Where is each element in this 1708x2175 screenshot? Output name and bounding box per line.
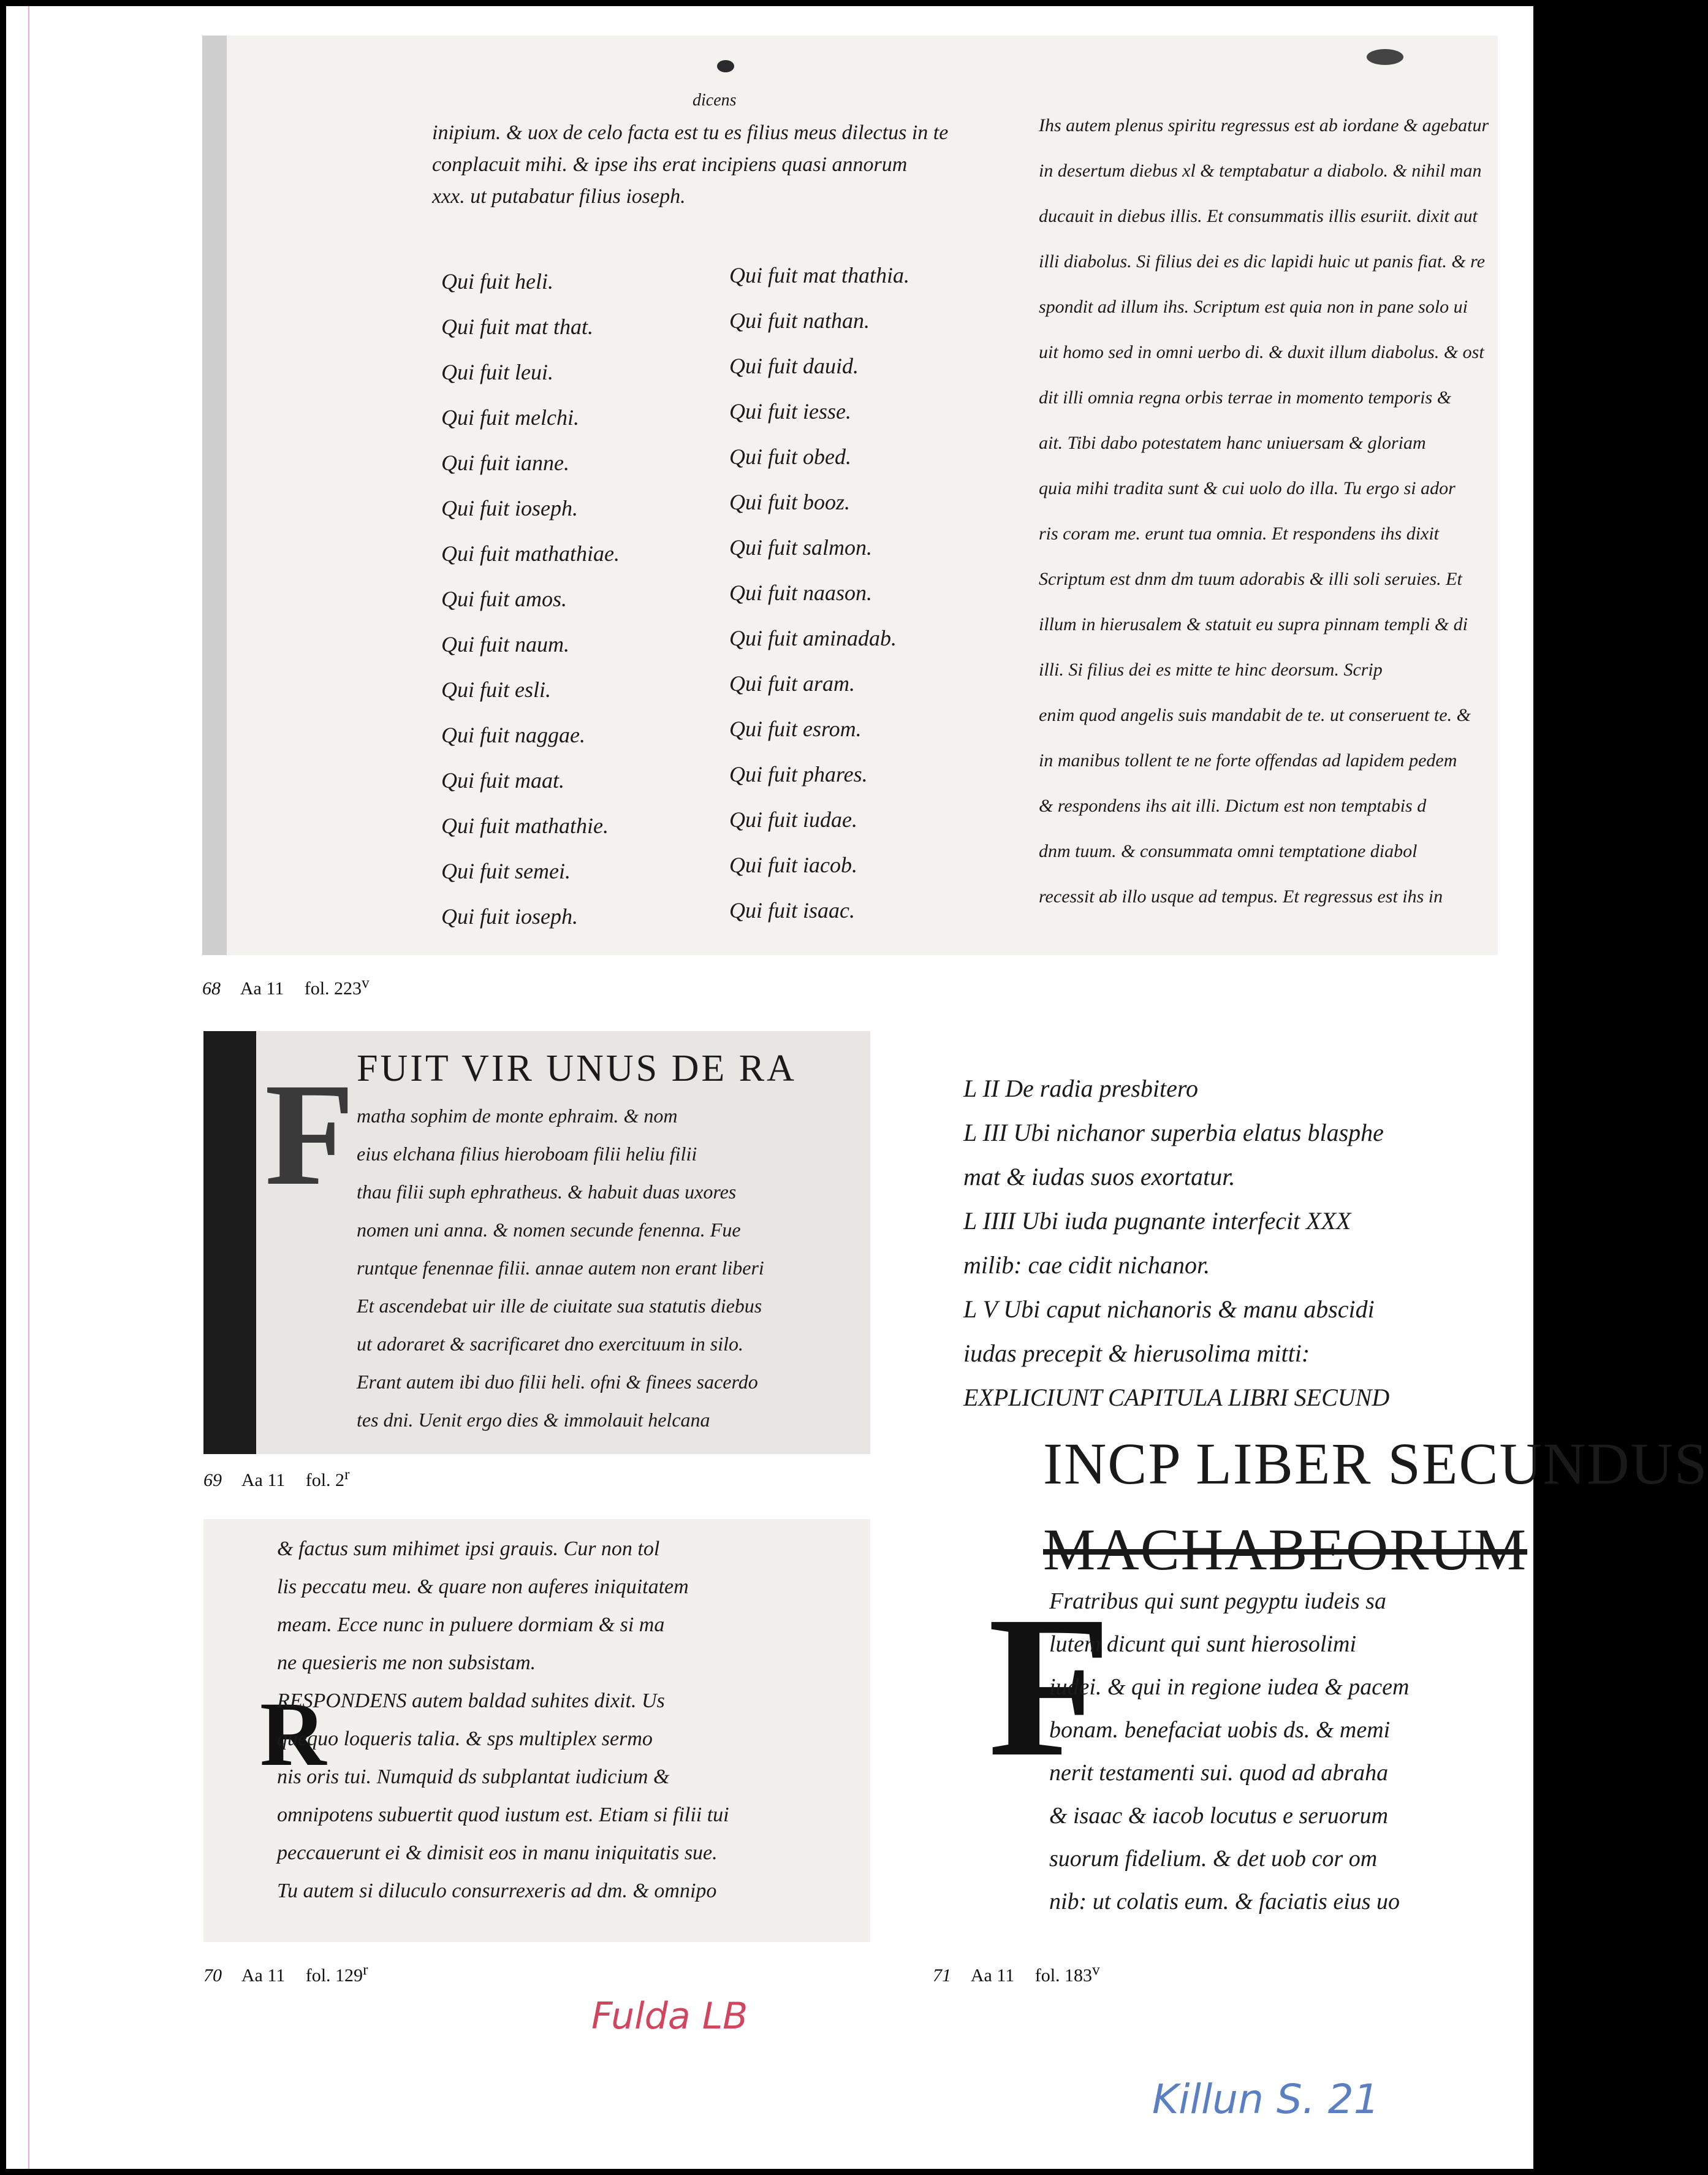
initial-R: R — [260, 1683, 327, 1785]
folio-side: r — [344, 1466, 350, 1483]
genealogy-line: Qui fuit aram. — [729, 671, 856, 696]
folio-side: v — [362, 975, 370, 991]
genealogy-line: Qui fuit mathathiae. — [441, 541, 620, 566]
genealogy-line: Qui fuit mat thathia. — [729, 263, 910, 288]
intro-line: conplacuit mihi. & ipse ihs erat incipiens quasi annorum — [432, 153, 908, 176]
plate-70 — [203, 1519, 870, 1942]
text-line: nis oris tui. Numquid ds subplantat iudicium & — [277, 1766, 670, 1788]
text-line: meam. Ecce nunc in puluere dormiam & si ma — [277, 1613, 665, 1636]
folio: fol. 223 — [304, 978, 362, 999]
plate-number: 70 — [203, 1965, 222, 1986]
body-line: suorum fidelium. & det uob cor om — [1049, 1846, 1378, 1872]
scanned-page — [6, 6, 1708, 2169]
genealogy-line: Qui fuit esli. — [441, 677, 551, 702]
text-line: enim quod angelis suis mandabit de te. ut conseruent te. & — [1039, 705, 1471, 725]
ink-blot — [717, 60, 734, 72]
text-line: illum in hierusalem & statuit eu supra pinnam templi & di — [1039, 614, 1468, 634]
body-line: nerit testamenti sui. quod ad abraha — [1049, 1760, 1389, 1786]
ink-blot — [1367, 49, 1403, 65]
initial-F: F — [988, 1575, 1112, 1799]
caption-68 — [202, 975, 370, 999]
text-line: ut adoraret & sacrificaret dno exercituum in silo. — [357, 1333, 744, 1355]
folio: fol. 183 — [1034, 1965, 1093, 1986]
genealogy-line: Qui fuit amos. — [441, 587, 567, 611]
text-line: matha sophim de monte ephraim. & nom — [357, 1105, 678, 1127]
chapter-line: L V Ubi caput nichanoris & manu abscidi — [963, 1295, 1375, 1323]
manuscript-id: Aa 11 — [241, 1470, 286, 1490]
caption-71 — [933, 1962, 1100, 1986]
genealogy-line: Qui fuit dauid. — [729, 354, 859, 378]
caption-69 — [203, 1466, 349, 1491]
text-line: quequo loqueris talia. & sps multiplex sermo — [277, 1727, 653, 1750]
text-line: illi diabolus. Si filius dei es dic lapidi huic ut panis fiat. & re — [1039, 251, 1486, 272]
text-line: & respondens ihs ait illi. Dictum est non temptabis d — [1039, 796, 1427, 816]
handwritten-note-blue: Killun S. 21 — [1152, 2076, 1380, 2123]
folio: fol. 2 — [305, 1470, 345, 1490]
manuscript-id: Aa 11 — [241, 1965, 286, 1986]
plate-number: 71 — [933, 1965, 951, 1986]
plate-69 — [203, 1031, 870, 1454]
text-line: recessit ab illo usque ad tempus. Et regressus est ihs in — [1039, 886, 1443, 907]
chapter-line: L III Ubi nichanor superbia elatus blasphe — [963, 1119, 1384, 1146]
genealogy-line: Qui fuit obed. — [729, 444, 851, 469]
heading: FUIT VIR UNUS DE RA — [357, 1048, 797, 1089]
initial-F: F — [265, 1053, 355, 1216]
plate-number: 68 — [202, 978, 221, 999]
text-line: in desertum diebus xl & temptabatur a diabolo. & nihil man — [1039, 161, 1482, 181]
text-line: Erant autem ibi duo filii heli. ofni & finees sacerdo — [357, 1371, 758, 1393]
chapter-line: mat & iudas suos exortatur. — [963, 1163, 1235, 1190]
genealogy-line: Qui fuit aminadab. — [729, 626, 897, 650]
genealogy-line: Qui fuit mat that. — [441, 314, 594, 339]
plate-68 — [202, 36, 1498, 955]
intro-line: xxx. ut putabatur filius ioseph. — [432, 185, 686, 208]
text-line: ne quesieris me non subsistam. — [277, 1651, 536, 1674]
dark-margin — [203, 1031, 256, 1454]
genealogy-line: Qui fuit iesse. — [729, 399, 851, 424]
text-line: Scriptum est dnm dm tuum adorabis & illi soli seruies. Et — [1039, 569, 1462, 589]
above-text: dicens — [693, 91, 737, 110]
caption-70 — [203, 1962, 368, 1986]
text-line: ris coram me. erunt tua omnia. Et respondens ihs dixit — [1039, 524, 1440, 544]
genealogy-line: Qui fuit leui. — [441, 360, 553, 384]
genealogy-line: Qui fuit ianne. — [441, 451, 569, 475]
genealogy-line: Qui fuit iacob. — [729, 853, 857, 877]
text-line: RESPONDENS autem baldad suhites dixit. Us — [277, 1689, 665, 1712]
text-line: & factus sum mihimet ipsi grauis. Cur non tol — [277, 1537, 660, 1560]
genealogy-line: Qui fuit naum. — [441, 632, 570, 657]
handwritten-note-red: Fulda LB — [591, 1995, 748, 2038]
chapter-line: L IIII Ubi iuda pugnante interfecit XXX — [963, 1207, 1351, 1235]
genealogy-line: Qui fuit semei. — [441, 859, 571, 883]
text-line: tes dni. Uenit ergo dies & immolauit helcana — [357, 1409, 710, 1431]
genealogy-line: Qui fuit maat. — [441, 768, 565, 793]
text-line: omnipotens subuertit quod iustum est. Etiam si filii tui — [277, 1804, 729, 1826]
genealogy-line: Qui fuit booz. — [729, 490, 851, 514]
genealogy-line: Qui fuit iudae. — [729, 807, 857, 832]
body-line: & isaac & iacob locutus e seruorum — [1049, 1803, 1389, 1829]
manuscript-id: Aa 11 — [970, 1965, 1015, 1986]
genealogy-line: Qui fuit nathan. — [729, 308, 870, 333]
text-line: lis peccatu meu. & quare non auferes iniquitatem — [277, 1575, 689, 1598]
text-line: uit homo sed in omni uerbo di. & duxit illum diabolus. & ost — [1039, 342, 1484, 362]
body-line: Fratribus qui sunt pegyptu iudeis sa — [1049, 1588, 1386, 1614]
chapter-line: EXPLICIUNT CAPITULA LIBRI SECUND — [963, 1384, 1390, 1411]
text-line: eius elchana filius hieroboam filii heliu filii — [357, 1143, 697, 1165]
text-line: in manibus tollent te ne forte offendas ad lapidem pedem — [1039, 750, 1457, 771]
margin-line — [28, 6, 29, 2169]
text-line: Tu autem si diluculo consurrexeris ad dm. & omnipo — [277, 1880, 717, 1902]
text-line: nomen uni anna. & nomen secunde fenenna. Fue — [357, 1219, 741, 1241]
genealogy-line: Qui fuit ioseph. — [441, 904, 578, 929]
genealogy-line: Qui fuit heli. — [441, 269, 553, 294]
text-line: Ihs autem plenus spiritu regressus est ab iordane & agebatur — [1039, 115, 1489, 135]
text-line: illi. Si filius dei es mitte te hinc deorsum. Scrip — [1039, 660, 1383, 680]
incipit-line-2: MACHABEORUM — [1043, 1517, 1528, 1582]
body-line: bonam. benefaciat uobis ds. & memi — [1049, 1717, 1391, 1743]
intro-line: inipium. & uox de celo facta est tu es filius meus dilectus in te — [432, 121, 949, 144]
incipit: INCP LIBER SECUNDUS — [1043, 1431, 1708, 1496]
genealogy-line: Qui fuit esrom. — [729, 717, 862, 741]
body-line: nib: ut colatis eum. & faciatis eius uo — [1049, 1889, 1400, 1914]
text-line: peccauerunt ei & dimisit eos in manu iniquitatis sue. — [277, 1842, 718, 1864]
body-line: iudei. & qui in regione iudea & pacem — [1049, 1674, 1410, 1700]
text-line: quia mihi tradita sunt & cui uolo do illa. Tu ergo si ador — [1039, 478, 1456, 498]
chapter-line: L II De radia presbitero — [963, 1075, 1198, 1102]
genealogy-line: Qui fuit ioseph. — [441, 496, 578, 520]
body-line: lutem dicunt qui sunt hierosolimi — [1049, 1631, 1357, 1657]
text-line: spondit ad illum ihs. Scriptum est quia non in pane solo ui — [1039, 297, 1468, 317]
genealogy-line: Qui fuit naason. — [729, 581, 873, 605]
text-line: ait. Tibi dabo potestatem hanc uniuersam & gloriam — [1039, 433, 1426, 453]
chapter-line: iudas precepit & hierusolima mitti: — [963, 1339, 1310, 1367]
manuscript-id: Aa 11 — [240, 978, 284, 999]
text-line: runtque fenennae filii. annae autem non erant liberi — [357, 1257, 764, 1279]
text-line: dnm tuum. & consummata omni temptatione diabol — [1039, 841, 1418, 861]
genealogy-line: Qui fuit melchi. — [441, 405, 579, 430]
genealogy-line: Qui fuit mathathie. — [441, 813, 609, 838]
folio: fol. 129 — [305, 1965, 363, 1986]
text-line: ducauit in diebus illis. Et consummatis illis esuriit. dixit aut — [1039, 206, 1478, 226]
chapter-line: milib: cae cidit nichanor. — [963, 1251, 1210, 1279]
binding-shadow — [202, 36, 227, 955]
text-line: dit illi omnia regna orbis terrae in momento temporis & — [1039, 387, 1452, 408]
folio-side: r — [363, 1962, 368, 1978]
genealogy-line: Qui fuit salmon. — [729, 535, 873, 560]
genealogy-line: Qui fuit phares. — [729, 762, 868, 787]
text-line: thau filii suph ephratheus. & habuit duas uxores — [357, 1181, 737, 1203]
plate-71 — [933, 1031, 1708, 1942]
folio-side: v — [1092, 1962, 1100, 1978]
genealogy-line: Qui fuit naggae. — [441, 723, 585, 747]
plate-number: 69 — [203, 1470, 222, 1490]
genealogy-line: Qui fuit isaac. — [729, 898, 855, 923]
text-line: Et ascendebat uir ille de ciuitate sua statutis diebus — [357, 1295, 762, 1317]
